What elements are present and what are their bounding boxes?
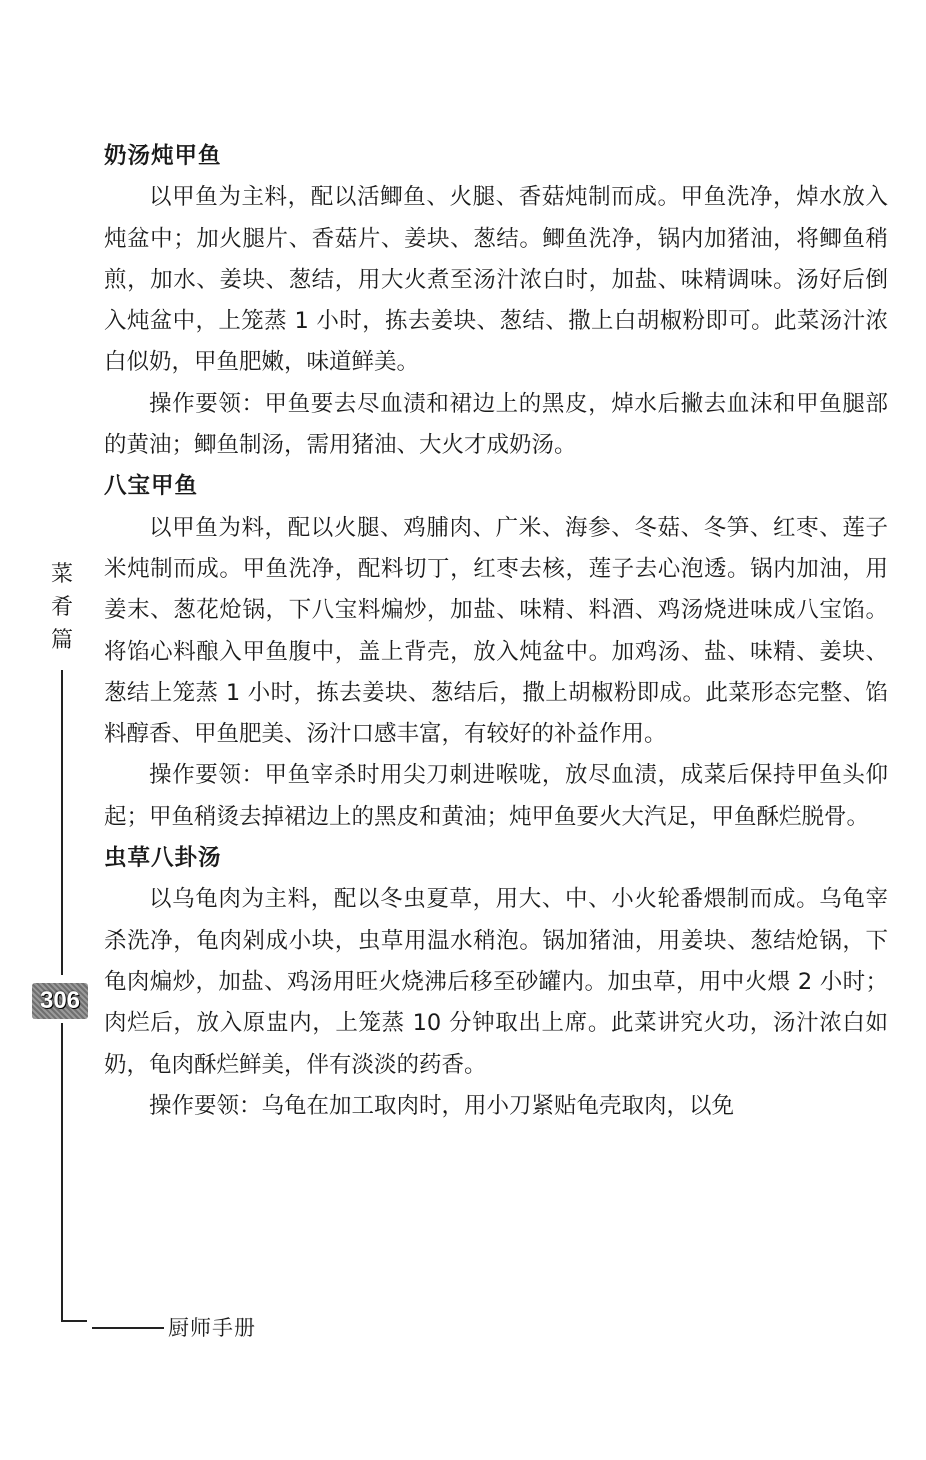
margin-rule-upper (61, 670, 63, 975)
chapter-side-label (51, 558, 73, 657)
recipe-body: 以甲鱼为主料，配以活鲫鱼、火腿、香菇炖制而成。甲鱼洗净，焯水放入炖盆中；加火腿片、香菇片、姜块、葱结。鲫鱼洗净，锅内加猪油，将鲫鱼稍煎，加水、姜块、葱结，用大火煮至汤汁浓白时，加盐、味精调味。汤好后倒入炖盆中，上笼蒸 1 小时，拣去姜块、葱结、撒上白胡椒粉即可。此菜汤汁浓白似奶，甲鱼肥嫩，味道鲜美。 (104, 184, 888, 376)
page-number-badge: 306 (32, 983, 88, 1019)
book-title-footer: 厨师手册 (168, 1316, 256, 1340)
footer-dash (92, 1327, 164, 1329)
recipe-title: 虫草八卦汤 (104, 845, 222, 872)
recipe-tips: 操作要领：甲鱼要去尽血渍和裙边上的黑皮，焯水后撇去血沫和甲鱼腿部的黄油；鲫鱼制汤，需用猪油、大火才成奶汤。 (104, 390, 888, 459)
main-text (104, 136, 888, 1127)
recipe-tips: 操作要领：乌龟在加工取肉时，用小刀紧贴龟壳取肉，以免 (149, 1092, 735, 1119)
recipe-body: 以甲鱼为料，配以火腿、鸡脯肉、广米、海参、冬菇、冬笋、红枣、莲子米炖制而成。甲鱼洗净，配料切丁，红枣去核，莲子去心泡透。锅内加油，用姜末、葱花炝锅，下八宝料煸炒，加盐、味精、料酒、鸡汤烧进味成八宝馅。将馅心料酿入甲鱼腹中，盖上背壳，放入炖盆中。加鸡汤、盐、味精、姜块、葱结上笼蒸 1 小时，拣去姜块、葱结后，撒上胡椒粉即成。此菜形态完整、馅料醇香、甲鱼肥美、汤汁口感丰富，有较好的补益作用。 (104, 514, 888, 748)
margin-rule-lower (61, 1023, 63, 1320)
chapter-label-char: 篇 (51, 628, 74, 653)
footer-rule (61, 1320, 87, 1322)
recipe-tips: 操作要领：甲鱼宰杀时用尖刀刺进喉咙，放尽血渍，成菜后保持甲鱼头仰起；甲鱼稍烫去掉裙边上的黑皮和黄油；炖甲鱼要火大汽足，甲鱼酥烂脱骨。 (104, 762, 888, 830)
recipe-title: 奶汤炖甲鱼 (104, 143, 222, 169)
chapter-label-char: 菜 (51, 562, 74, 587)
chapter-label-char: 肴 (51, 595, 74, 620)
recipe-title: 八宝甲鱼 (104, 473, 199, 500)
recipe-body: 以乌龟肉为主料，配以冬虫夏草，用大、中、小火轮番煨制而成。乌龟宰杀洗净，龟肉剁成小块，虫草用温水稍泡。锅加猪油，用姜块、葱结炝锅，下龟肉煸炒，加盐、鸡汤用旺火烧沸后移至砂罐内。加虫草，用中火煨 2 小时；肉烂后，放入原盅内，上笼蒸 10 分钟取出上席。此菜讲究火功，汤汁浓白如奶，龟肉酥烂鲜美，伴有淡淡的药香。 (104, 886, 888, 1078)
